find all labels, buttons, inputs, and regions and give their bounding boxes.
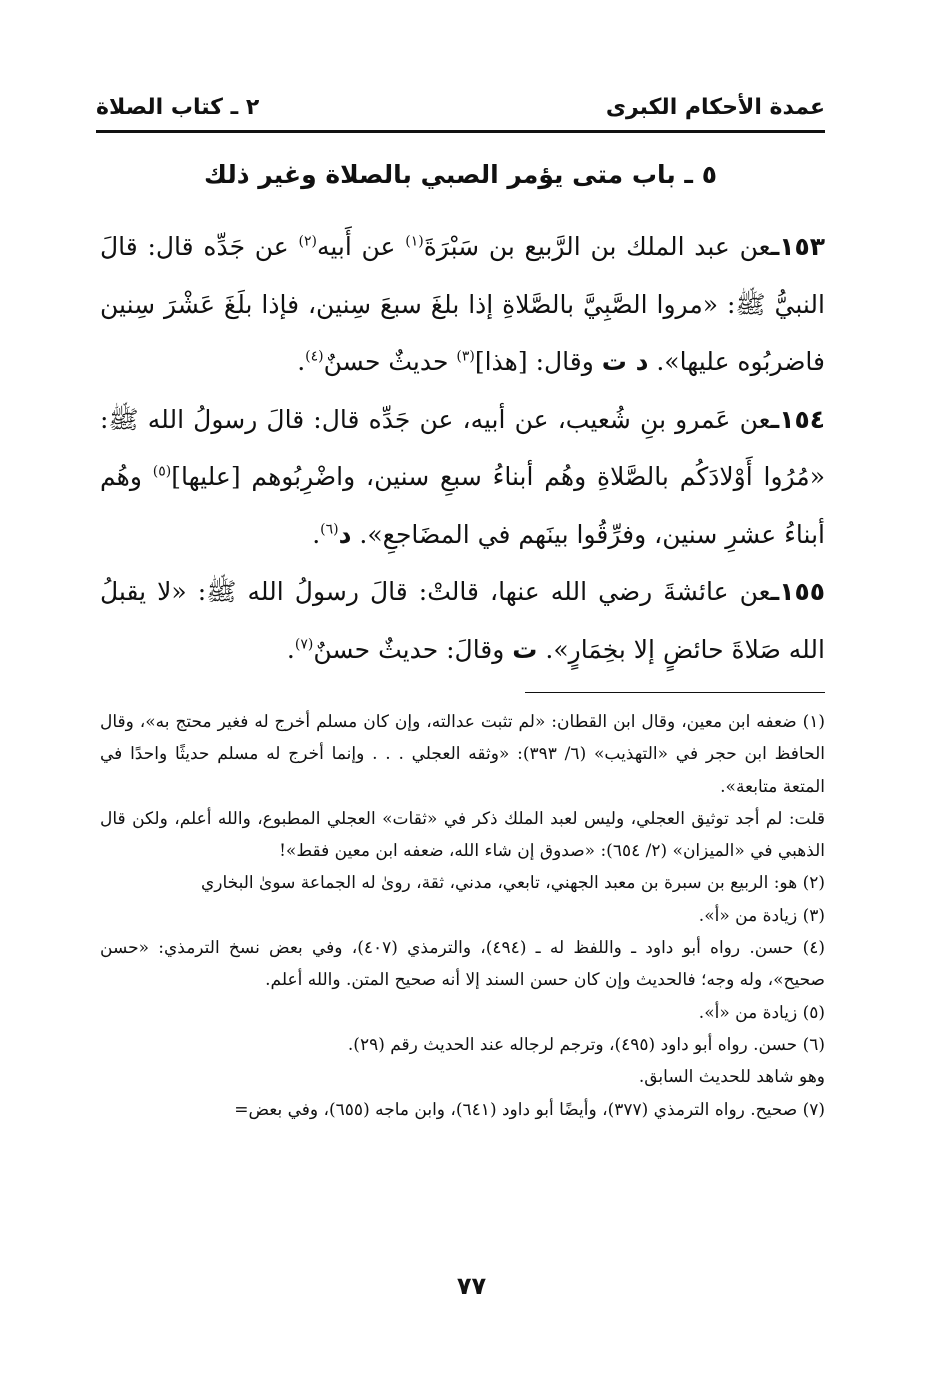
source-abbreviation: ت bbox=[512, 634, 538, 664]
footnote-marker: (١) bbox=[405, 233, 424, 250]
footnote: (٣) زيادة من «أ». bbox=[698, 905, 825, 926]
hadith-end: . bbox=[297, 347, 306, 376]
footnote-marker: (٤) bbox=[305, 348, 324, 365]
footnotes bbox=[100, 706, 825, 1126]
footnote: (٧) صحيح. رواه الترمذي (٣٧٧)، وأيضًا أبو داود (٦٤١)، وابن ماجه (٦٥٥)، وفي بعض= bbox=[234, 1099, 825, 1120]
footnote-marker: (٣) bbox=[456, 348, 475, 365]
hadith-text: عن أَبيه bbox=[316, 232, 396, 261]
hadith-paragraph bbox=[100, 391, 825, 564]
hadith-paragraph bbox=[100, 563, 825, 678]
footnote: قلت: لم أجد توثيق العجلي، وليس لعبد الملك ذكر في «ثقات» العجلي المطبوع، والله أعلم، ولكن قال الذهبي في «الميزان» (٢/ ٦٥٤): «صدوق إن شاء الله، ضعفه ابن معين فقط»! bbox=[100, 808, 825, 862]
hadith-text: عن عبد الملك بن الرَّبيع بن سَبْرَةَ bbox=[423, 232, 771, 261]
hadith-text: عن عائشةَ رضي الله عنها، قالتْ: قالَ رسولُ الله ﷺ: «لا يقبلُ الله صَلاةَ حائضٍ إلا بخِمَارٍ». bbox=[100, 577, 825, 664]
footnote-separator bbox=[525, 692, 825, 693]
footnote: (١) ضعفه ابن معين، وقال ابن القطان: «لم تثبت عدالته، وإن كان مسلم أخرج له فغير محتج به»، وقال الحافظ ابن حجر في «التهذيب» (٦/ ٣٩٣): «وثقه العجلي . . . وإنما أخرج له مسلم حديثًا واحدًا في المتعة متابعة». bbox=[100, 712, 825, 797]
hadith-text: عن عَمرو بنِ شُعيب، عن أبيه، عن جَدِّه قال: قالَ رسولُ الله ﷺ: «مُرُوا أَوْلادَكُم بالصَّلاةِ وهُم أبناءُ سبعِ سنين، واضْرِبُوهم [عليها] bbox=[100, 404, 825, 491]
footnote: (٢) هو: الربيع بن سبرة بن معبد الجهني، تابعي، مدني، ثقة، روىٰ له الجماعة سوىٰ البخاري bbox=[200, 873, 825, 894]
footnote: (٦) حسن. رواه أبو داود (٤٩٥)، وترجم لرجاله عند الحديث رقم (٢٩). bbox=[347, 1034, 825, 1055]
hadith-text: عن جَدِّه قال: قالَ النبيُّ ﷺ: «مروا الصَّبِيَّ بالصَّلاةِ إذا بلغَ سبعَ سِنين، فإذا بلَغَ عَشْرَ سِنين فاضربُوه عليها». bbox=[100, 232, 825, 376]
running-header bbox=[96, 84, 825, 130]
footnote: (٥) زيادة من «أ». bbox=[698, 1002, 825, 1023]
header-rule bbox=[96, 130, 825, 133]
page-number: ٧٧ bbox=[456, 1272, 487, 1300]
hadith-end: . bbox=[312, 519, 321, 549]
main-text bbox=[100, 218, 825, 678]
hadith-number: ١٥٤ـ bbox=[770, 404, 825, 434]
hadith-end: . bbox=[286, 634, 295, 664]
source-abbreviation: د ت bbox=[601, 347, 649, 376]
hadith-text: وقال: [هذا] bbox=[474, 347, 594, 376]
header-book-title: عمدة الأحكام الكبرى bbox=[605, 94, 825, 120]
footnote-marker: (٧) bbox=[294, 636, 314, 653]
footnote-marker: (٢) bbox=[298, 233, 317, 250]
hadith-text: وقالَ: حديثٌ حسنٌ bbox=[313, 634, 505, 664]
footnote-marker: (٥) bbox=[152, 463, 172, 480]
footnote: (٤) حسن. رواه أبو داود ـ واللفظ له ـ (٤٩٤)، والترمذي (٤٠٧)، وفي بعض نسخ الترمذي: «حسن صحيح»، وله وجه؛ فالحديث وإن كان حسن السند إلا أنه صحيح المتن. والله أعلم. bbox=[100, 938, 825, 991]
footnote-marker: (٦) bbox=[320, 521, 339, 538]
hadith-number: ١٥٥ـ bbox=[770, 577, 825, 606]
header-section-title: ٢ ـ كتاب الصلاة bbox=[96, 94, 260, 120]
hadith-text: وهُم أبناءُ عشرِ سنين، وفرِّقُوا بينَهم في المضَاجعِ». bbox=[100, 462, 825, 549]
hadith-text: حديثٌ حسنٌ bbox=[323, 347, 449, 376]
chapter-title: ٥ ـ باب متى يؤمر الصبي بالصلاة وغير ذلك bbox=[204, 160, 717, 189]
hadith-paragraph bbox=[100, 218, 825, 391]
footnote: وهو شاهد للحديث السابق. bbox=[638, 1067, 825, 1088]
source-abbreviation: د bbox=[338, 519, 352, 549]
hadith-number: ١٥٣ـ bbox=[770, 232, 826, 261]
